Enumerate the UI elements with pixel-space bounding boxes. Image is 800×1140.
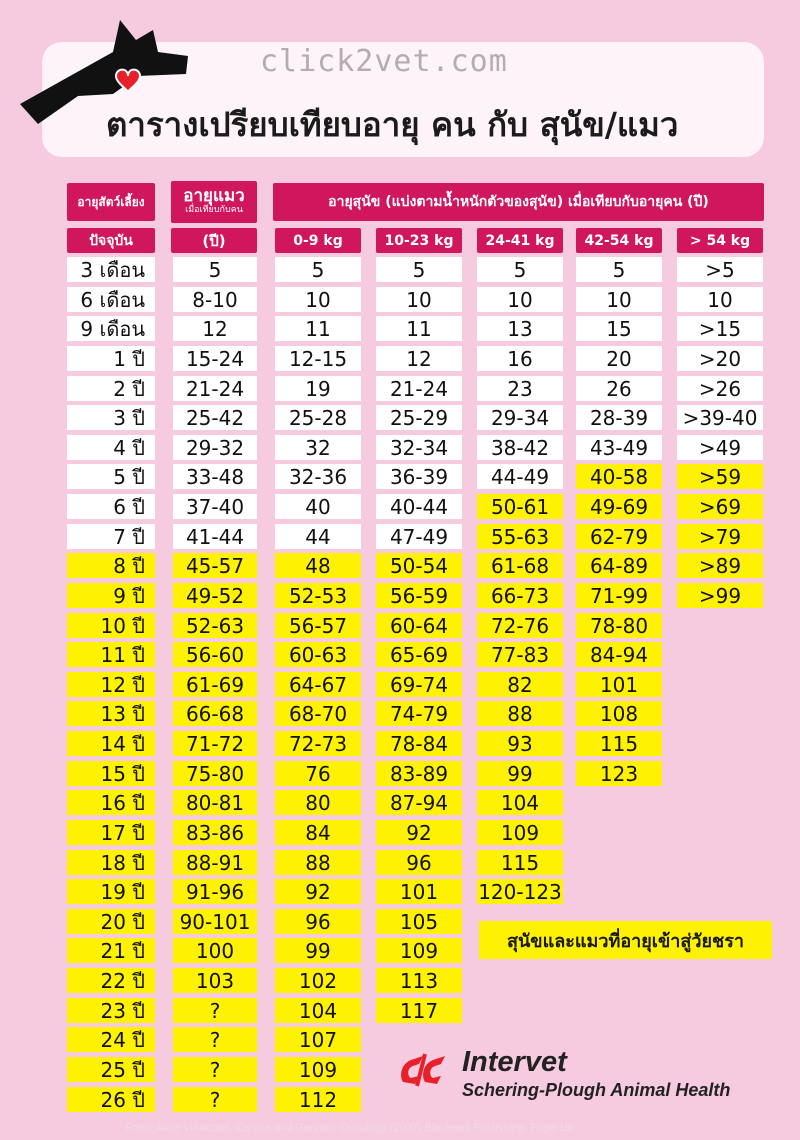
cell-cat: 100 xyxy=(173,938,257,963)
cell-age: 15 ปี xyxy=(67,761,155,786)
cell-cat: ? xyxy=(173,1057,257,1082)
cell-cat: ? xyxy=(173,998,257,1023)
cell-dog-0-9: 32 xyxy=(275,435,361,460)
cell-dog-42-54: 43-49 xyxy=(576,435,662,460)
cell-dog-42-54: 123 xyxy=(576,761,662,786)
cell-dog-10-23: 47-49 xyxy=(376,524,462,549)
cell-dog-54-plus: >79 xyxy=(677,524,763,549)
cell-dog-0-9: 96 xyxy=(275,909,361,934)
cell-dog-10-23: 12 xyxy=(376,346,462,371)
cell-dog-0-9: 32-36 xyxy=(275,464,361,489)
cell-cat: 12 xyxy=(173,316,257,341)
cell-age: 11 ปี xyxy=(67,642,155,667)
cell-dog-0-9: 11 xyxy=(275,316,361,341)
cell-dog-24-41: 72-76 xyxy=(477,613,563,638)
header-weight-0-9: 0-9 kg xyxy=(275,228,361,253)
header-pet-age: อายุสัตว์เลี้ยง xyxy=(67,183,155,221)
cell-age: 22 ปี xyxy=(67,968,155,993)
cell-dog-10-23: 92 xyxy=(376,820,462,845)
cell-dog-54-plus: >5 xyxy=(677,257,763,282)
cell-dog-10-23: 109 xyxy=(376,938,462,963)
cell-dog-42-54: 115 xyxy=(576,731,662,756)
cell-age: 25 ปี xyxy=(67,1057,155,1082)
cell-dog-0-9: 99 xyxy=(275,938,361,963)
cell-age: 26 ปี xyxy=(67,1087,155,1112)
cell-cat: 61-69 xyxy=(173,672,257,697)
cell-age: 13 ปี xyxy=(67,701,155,726)
cell-dog-24-41: 44-49 xyxy=(477,464,563,489)
cell-cat: 49-52 xyxy=(173,583,257,608)
cell-dog-0-9: 25-28 xyxy=(275,405,361,430)
cell-dog-0-9: 48 xyxy=(275,553,361,578)
cell-dog-10-23: 74-79 xyxy=(376,701,462,726)
brand-subtitle: Schering-Plough Animal Health xyxy=(462,1080,731,1100)
source-citation: From: Alice Villalobos, Canine and Geriatric Oncology (2007) Blackwell Publishing. Page 19 xyxy=(125,1122,572,1134)
cell-dog-0-9: 107 xyxy=(275,1027,361,1052)
cell-dog-54-plus: >99 xyxy=(677,583,763,608)
cell-dog-24-41: 50-61 xyxy=(477,494,563,519)
cell-age: 6 เดือน xyxy=(67,287,155,312)
cell-dog-42-54: 78-80 xyxy=(576,613,662,638)
cell-cat: 71-72 xyxy=(173,731,257,756)
cell-dog-24-41: 16 xyxy=(477,346,563,371)
cell-dog-0-9: 44 xyxy=(275,524,361,549)
cell-dog-10-23: 96 xyxy=(376,850,462,875)
page-title: ตารางเปรียบเทียบอายุ คน กับ สุนัข/แมว xyxy=(106,105,679,144)
cell-dog-24-41: 109 xyxy=(477,820,563,845)
intervet-logo-icon xyxy=(397,1050,457,1090)
cell-dog-10-23: 117 xyxy=(376,998,462,1023)
cell-dog-10-23: 25-29 xyxy=(376,405,462,430)
header-dog-age: อายุสุนัข (แบ่งตามน้ำหนักตัวของสุนัข) เมื่อเทียบกับอายุคน (ปี) xyxy=(273,183,764,221)
cell-dog-42-54: 108 xyxy=(576,701,662,726)
cell-age: 3 ปี xyxy=(67,405,155,430)
cell-age: 21 ปี xyxy=(67,938,155,963)
cell-dog-54-plus: >15 xyxy=(677,316,763,341)
cell-age: 6 ปี xyxy=(67,494,155,519)
cell-age: 23 ปี xyxy=(67,998,155,1023)
cell-dog-24-41: 77-83 xyxy=(477,642,563,667)
cell-dog-24-41: 13 xyxy=(477,316,563,341)
cell-cat: 103 xyxy=(173,968,257,993)
cell-age: 19 ปี xyxy=(67,879,155,904)
cell-dog-10-23: 5 xyxy=(376,257,462,282)
cell-dog-10-23: 36-39 xyxy=(376,464,462,489)
cell-cat: 41-44 xyxy=(173,524,257,549)
cell-age: 8 ปี xyxy=(67,553,155,578)
cell-age: 2 ปี xyxy=(67,376,155,401)
cell-dog-10-23: 60-64 xyxy=(376,613,462,638)
cell-age: 12 ปี xyxy=(67,672,155,697)
cell-dog-42-54: 64-89 xyxy=(576,553,662,578)
cell-dog-0-9: 64-67 xyxy=(275,672,361,697)
cell-cat: 45-57 xyxy=(173,553,257,578)
cell-dog-24-41: 23 xyxy=(477,376,563,401)
cell-dog-24-41: 104 xyxy=(477,790,563,815)
cell-dog-10-23: 10 xyxy=(376,287,462,312)
cell-dog-10-23: 40-44 xyxy=(376,494,462,519)
cell-dog-10-23: 11 xyxy=(376,316,462,341)
cell-dog-10-23: 50-54 xyxy=(376,553,462,578)
cell-dog-10-23: 69-74 xyxy=(376,672,462,697)
cell-dog-0-9: 12-15 xyxy=(275,346,361,371)
cell-age: 16 ปี xyxy=(67,790,155,815)
brand-name: Intervet xyxy=(462,1046,567,1078)
cell-dog-0-9: 52-53 xyxy=(275,583,361,608)
cell-cat: 91-96 xyxy=(173,879,257,904)
header-cat-age-line1: อายุแมว xyxy=(183,186,245,207)
cell-cat: 90-101 xyxy=(173,909,257,934)
cell-dog-24-41: 99 xyxy=(477,761,563,786)
header-weight-10-23: 10-23 kg xyxy=(376,228,462,253)
cell-age: 7 ปี xyxy=(67,524,155,549)
cell-dog-0-9: 76 xyxy=(275,761,361,786)
cell-age: 4 ปี xyxy=(67,435,155,460)
cell-dog-24-41: 29-34 xyxy=(477,405,563,430)
cell-cat: ? xyxy=(173,1027,257,1052)
cell-dog-54-plus: 10 xyxy=(677,287,763,312)
cell-dog-10-23: 105 xyxy=(376,909,462,934)
header-weight-54-plus: > 54 kg xyxy=(677,228,763,253)
header-cat-age-line2: เมื่อเทียบกับคน xyxy=(185,205,243,216)
cell-dog-0-9: 102 xyxy=(275,968,361,993)
cell-dog-0-9: 56-57 xyxy=(275,613,361,638)
cell-dog-42-54: 84-94 xyxy=(576,642,662,667)
cell-age: 1 ปี xyxy=(67,346,155,371)
cell-cat: 75-80 xyxy=(173,761,257,786)
cell-age: 14 ปี xyxy=(67,731,155,756)
cell-dog-0-9: 5 xyxy=(275,257,361,282)
cell-dog-10-23: 87-94 xyxy=(376,790,462,815)
cell-cat: 5 xyxy=(173,257,257,282)
cell-age: 20 ปี xyxy=(67,909,155,934)
cell-dog-42-54: 20 xyxy=(576,346,662,371)
cell-age: 9 เดือน xyxy=(67,316,155,341)
cell-dog-10-23: 56-59 xyxy=(376,583,462,608)
cell-dog-24-41: 55-63 xyxy=(477,524,563,549)
cell-cat: 21-24 xyxy=(173,376,257,401)
cell-dog-0-9: 72-73 xyxy=(275,731,361,756)
cell-dog-54-plus: >59 xyxy=(677,464,763,489)
cell-dog-0-9: 80 xyxy=(275,790,361,815)
cell-dog-0-9: 68-70 xyxy=(275,701,361,726)
cell-dog-0-9: 40 xyxy=(275,494,361,519)
cell-dog-42-54: 40-58 xyxy=(576,464,662,489)
cell-age: 5 ปี xyxy=(67,464,155,489)
cell-cat: 83-86 xyxy=(173,820,257,845)
cell-dog-10-23: 83-89 xyxy=(376,761,462,786)
cell-dog-0-9: 112 xyxy=(275,1087,361,1112)
cell-age: 24 ปี xyxy=(67,1027,155,1052)
cell-dog-24-41: 115 xyxy=(477,850,563,875)
cell-dog-24-41: 10 xyxy=(477,287,563,312)
cell-dog-42-54: 71-99 xyxy=(576,583,662,608)
cell-cat: 33-48 xyxy=(173,464,257,489)
cell-dog-24-41: 120-123 xyxy=(478,879,562,904)
cell-age: 10 ปี xyxy=(67,613,155,638)
cell-dog-0-9: 104 xyxy=(275,998,361,1023)
cell-cat: 88-91 xyxy=(173,850,257,875)
cell-dog-0-9: 19 xyxy=(275,376,361,401)
cell-dog-24-41: 5 xyxy=(477,257,563,282)
cell-dog-10-23: 32-34 xyxy=(376,435,462,460)
cell-cat: 15-24 xyxy=(173,346,257,371)
cell-cat: 56-60 xyxy=(173,642,257,667)
cell-dog-54-plus: >26 xyxy=(677,376,763,401)
cell-dog-0-9: 88 xyxy=(275,850,361,875)
cell-dog-0-9: 60-63 xyxy=(275,642,361,667)
cell-dog-0-9: 84 xyxy=(275,820,361,845)
cell-cat: 37-40 xyxy=(173,494,257,519)
cell-dog-24-41: 88 xyxy=(477,701,563,726)
cell-dog-42-54: 28-39 xyxy=(576,405,662,430)
watermark-text: click2vet.com xyxy=(260,44,508,79)
header-weight-42-54: 42-54 kg xyxy=(576,228,662,253)
cell-age: 17 ปี xyxy=(67,820,155,845)
cell-cat: ? xyxy=(173,1087,257,1112)
cell-dog-42-54: 5 xyxy=(576,257,662,282)
cell-dog-24-41: 61-68 xyxy=(477,553,563,578)
cell-cat: 52-63 xyxy=(173,613,257,638)
cell-dog-0-9: 92 xyxy=(275,879,361,904)
cell-dog-10-23: 65-69 xyxy=(376,642,462,667)
cell-dog-0-9: 109 xyxy=(275,1057,361,1082)
cell-dog-0-9: 10 xyxy=(275,287,361,312)
cell-age: 18 ปี xyxy=(67,850,155,875)
cell-dog-24-41: 38-42 xyxy=(477,435,563,460)
cell-age: 3 เดือน xyxy=(67,257,155,282)
cell-cat: 8-10 xyxy=(173,287,257,312)
cell-dog-10-23: 113 xyxy=(376,968,462,993)
header-weight-24-41: 24-41 kg xyxy=(477,228,563,253)
cell-dog-42-54: 10 xyxy=(576,287,662,312)
cell-dog-54-plus: >69 xyxy=(677,494,763,519)
cell-dog-10-23: 21-24 xyxy=(376,376,462,401)
header-cat-age xyxy=(171,181,257,223)
cell-dog-10-23: 101 xyxy=(376,879,462,904)
cell-dog-24-41: 82 xyxy=(477,672,563,697)
cell-cat: 29-32 xyxy=(173,435,257,460)
cell-cat: 80-81 xyxy=(173,790,257,815)
cell-dog-24-41: 93 xyxy=(477,731,563,756)
cell-dog-42-54: 26 xyxy=(576,376,662,401)
cell-cat: 25-42 xyxy=(173,405,257,430)
cell-dog-42-54: 49-69 xyxy=(576,494,662,519)
cell-cat: 66-68 xyxy=(173,701,257,726)
cell-dog-42-54: 15 xyxy=(576,316,662,341)
cell-dog-24-41: 66-73 xyxy=(477,583,563,608)
cell-dog-54-plus: >20 xyxy=(677,346,763,371)
cell-dog-42-54: 101 xyxy=(576,672,662,697)
cell-dog-54-plus: >39-40 xyxy=(677,405,763,430)
senior-note: สุนัขและแมวที่อายุเข้าสู่วัยชรา xyxy=(479,921,772,959)
header-cat-unit: (ปี) xyxy=(171,228,257,253)
cell-dog-54-plus: >49 xyxy=(677,435,763,460)
cell-age: 9 ปี xyxy=(67,583,155,608)
header-current: ปัจจุบัน xyxy=(67,228,155,253)
cell-dog-10-23: 78-84 xyxy=(376,731,462,756)
cell-dog-54-plus: >89 xyxy=(677,553,763,578)
cell-dog-42-54: 62-79 xyxy=(576,524,662,549)
